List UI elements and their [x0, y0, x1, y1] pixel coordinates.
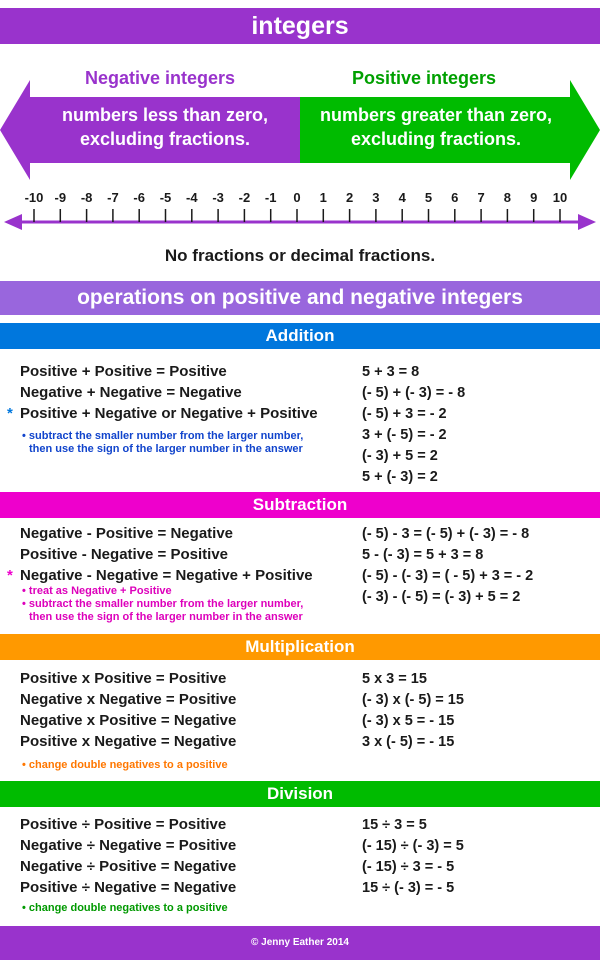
subtraction-example: (- 3) - (- 5) = (- 3) + 5 = 2 — [362, 589, 521, 605]
tick-label: 10 — [552, 190, 568, 205]
negative-heading: Negative integers — [85, 68, 236, 88]
negative-description-line1: numbers less than zero, — [61, 105, 269, 125]
subtraction-note — [22, 585, 303, 624]
addition-rule: Positive + Positive = Positive — [20, 363, 227, 380]
subtraction-header: Subtraction — [0, 492, 600, 518]
multiplication-rule: Positive x Positive = Positive — [20, 670, 227, 687]
tick-label: 5 — [424, 190, 433, 205]
division-rule: Negative ÷ Negative = Positive — [20, 837, 237, 854]
tick-label: -7 — [107, 190, 119, 205]
tick-label: -6 — [133, 190, 145, 205]
positive-description-line2: excluding fractions. — [350, 129, 522, 149]
negative-description — [30, 103, 300, 151]
multiplication-rule: Positive x Negative = Negative — [20, 733, 237, 750]
no-fractions-note: No fractions or decimal fractions. — [164, 246, 436, 265]
division-rule: Negative ÷ Positive = Negative — [20, 858, 237, 875]
subtraction-rule: Negative - Negative = Negative + Positive — [20, 567, 313, 584]
tick-label: -3 — [212, 190, 224, 205]
tick-label: 8 — [503, 190, 511, 205]
multiplication-rule: Negative x Negative = Positive — [20, 691, 237, 708]
multiplication-example: (- 3) x 5 = - 15 — [362, 713, 455, 729]
tick-label: -1 — [264, 190, 277, 205]
multiplication-note: • change double negatives to a positive — [22, 759, 228, 771]
addition-header: Addition — [0, 323, 600, 349]
tick-label: -9 — [54, 190, 67, 205]
copyright-footer: © Jenny Eather 2014 — [0, 926, 600, 960]
subtraction-rule: Negative - Positive = Negative — [20, 525, 234, 542]
subtraction-example: (- 5) - (- 3) = ( - 5) + 3 = - 2 — [362, 568, 534, 584]
multiplication-rule: Negative x Positive = Negative — [20, 712, 237, 729]
addition-note-line2: then use the sign of the larger number in the answer — [29, 443, 303, 455]
division-example: 15 ÷ 3 = 5 — [362, 817, 427, 833]
subtraction-note-line2: then use the sign of the larger number in the answer — [29, 611, 303, 623]
addition-example: 5 + (- 3) = 2 — [362, 469, 438, 485]
positive-heading: Positive integers — [352, 68, 497, 88]
page-title: integers — [0, 8, 600, 44]
division-note: • change double negatives to a positive — [22, 902, 228, 914]
tick-label: 2 — [345, 190, 354, 205]
addition-rule: Positive + Negative or Negative + Positive — [20, 405, 318, 422]
addition-note-line1: • subtract the smaller number from the larger number, — [22, 430, 304, 442]
tick-label: 0 — [293, 190, 301, 205]
division-example: (- 15) ÷ (- 3) = 5 — [362, 838, 464, 854]
tick-label: -10 — [24, 190, 44, 205]
tick-label: 9 — [530, 190, 538, 205]
tick-label: -2 — [238, 190, 251, 205]
division-rule: Positive ÷ Negative = Negative — [20, 879, 237, 896]
subtraction-note-line1: • subtract the smaller number from the larger number, — [22, 598, 304, 610]
subtraction-note-line0: • treat as Negative + Positive — [22, 585, 172, 597]
addition-example: 5 + 3 = 8 — [362, 364, 420, 380]
subtraction-rule: Positive - Negative = Positive — [20, 546, 229, 563]
tick-label: 1 — [319, 190, 327, 205]
tick-label: 7 — [477, 190, 485, 205]
division-rule: Positive ÷ Positive = Positive — [20, 816, 227, 833]
addition-example: (- 5) + 3 = - 2 — [362, 406, 447, 422]
division-example: 15 ÷ (- 3) = - 5 — [362, 880, 455, 896]
addition-example: (- 3) + 5 = 2 — [362, 448, 438, 464]
negative-description-line2: excluding fractions. — [79, 129, 251, 149]
multiplication-example: 5 x 3 = 15 — [362, 671, 427, 687]
division-example: (- 15) ÷ 3 = - 5 — [362, 859, 455, 875]
positive-description-line1: numbers greater than zero, — [319, 105, 553, 125]
operations-title: operations on positive and negative integers — [0, 281, 600, 315]
division-header: Division — [0, 781, 600, 807]
addition-example: 3 + (- 5) = - 2 — [362, 427, 447, 443]
tick-marks — [34, 209, 560, 222]
tick-label: -8 — [80, 190, 93, 205]
addition-rule: Negative + Negative = Negative — [20, 384, 242, 401]
tick-label: 4 — [398, 190, 406, 205]
addition-star: * — [7, 405, 13, 422]
subtraction-star: * — [7, 567, 13, 584]
tick-label: -4 — [186, 190, 198, 205]
tick-label: 3 — [372, 190, 380, 205]
multiplication-example: (- 3) x (- 5) = 15 — [362, 692, 464, 708]
multiplication-example: 3 x (- 5) = - 15 — [362, 734, 455, 750]
addition-example: (- 5) + (- 3) = - 8 — [362, 385, 466, 401]
tick-label: -5 — [159, 190, 172, 205]
subtraction-example: (- 5) - 3 = (- 5) + (- 3) = - 8 — [362, 526, 530, 542]
multiplication-header: Multiplication — [0, 634, 600, 660]
tick-label: 6 — [451, 190, 459, 205]
addition-note — [22, 430, 303, 456]
positive-description — [300, 103, 572, 151]
subtraction-example: 5 - (- 3) = 5 + 3 = 8 — [362, 547, 484, 563]
